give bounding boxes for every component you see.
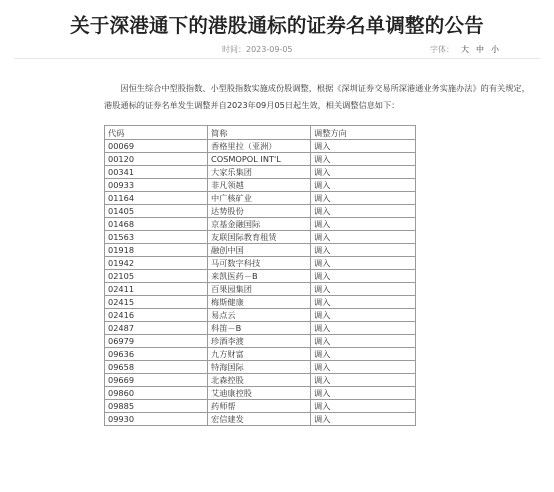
cell-direction: 调入 <box>311 270 416 283</box>
table-row <box>105 348 416 361</box>
cell-code: 09669 <box>105 374 208 387</box>
cell-direction: 调入 <box>311 218 416 231</box>
time-value: 2023-09-05 <box>246 45 293 54</box>
table-row <box>105 231 416 244</box>
font-medium-button[interactable]: 中 <box>476 45 484 54</box>
cell-code: 06979 <box>105 335 208 348</box>
cell-name: 大家乐集团 <box>208 166 311 179</box>
cell-code: 02416 <box>105 309 208 322</box>
cell-code: 02411 <box>105 283 208 296</box>
cell-code: 01468 <box>105 218 208 231</box>
cell-code: 01164 <box>105 192 208 205</box>
header-name: 简称 <box>208 126 311 140</box>
cell-code: 02105 <box>105 270 208 283</box>
header-code: 代码 <box>105 126 208 140</box>
cell-name: 马可数字科技 <box>208 257 311 270</box>
cell-name: 宏信建发 <box>208 413 311 426</box>
header-divider <box>14 58 540 59</box>
cell-name: 梅斯健康 <box>208 296 311 309</box>
table-row <box>105 218 416 231</box>
table-row <box>105 140 416 153</box>
header-direction: 调整方向 <box>311 126 416 140</box>
table-row <box>105 335 416 348</box>
cell-code: 00933 <box>105 179 208 192</box>
cell-code: 00069 <box>105 140 208 153</box>
table-row <box>105 400 416 413</box>
cell-direction: 调入 <box>311 140 416 153</box>
cell-name: 友联国际教育租赁 <box>208 231 311 244</box>
cell-direction: 调入 <box>311 231 416 244</box>
cell-name: 科笛－B <box>208 322 311 335</box>
cell-code: 00341 <box>105 166 208 179</box>
cell-direction: 调入 <box>311 244 416 257</box>
cell-name: 非凡领越 <box>208 179 311 192</box>
cell-name: COSMOPOL INT'L <box>208 153 311 166</box>
font-label: 字体： <box>430 45 454 54</box>
table-row <box>105 192 416 205</box>
cell-name: 特海国际 <box>208 361 311 374</box>
table-row <box>105 361 416 374</box>
cell-name: 达势股份 <box>208 205 311 218</box>
font-size-switcher <box>430 44 499 55</box>
cell-name: 药师帮 <box>208 400 311 413</box>
cell-direction: 调入 <box>311 309 416 322</box>
table-row <box>105 296 416 309</box>
table-row <box>105 166 416 179</box>
cell-direction: 调入 <box>311 322 416 335</box>
table-row <box>105 309 416 322</box>
table-header-row <box>105 126 416 140</box>
cell-code: 09885 <box>105 400 208 413</box>
cell-code: 01942 <box>105 257 208 270</box>
cell-direction: 调入 <box>311 205 416 218</box>
table-row <box>105 374 416 387</box>
cell-name: 香格里拉（亚洲） <box>208 140 311 153</box>
cell-direction: 调入 <box>311 361 416 374</box>
cell-direction: 调入 <box>311 257 416 270</box>
table-row <box>105 283 416 296</box>
cell-direction: 调入 <box>311 179 416 192</box>
cell-direction: 调入 <box>311 283 416 296</box>
cell-code: 02415 <box>105 296 208 309</box>
cell-direction: 调入 <box>311 335 416 348</box>
table-row <box>105 387 416 400</box>
cell-code: 02487 <box>105 322 208 335</box>
cell-code: 09636 <box>105 348 208 361</box>
intro-paragraph: 因恒生综合中型股指数、小型股指数实施成份股调整，根据《深圳证券交易所深港通业务实施办法》的有关规定，港股通标的证券名单发生调整并自2023年09月05日起生效，相关调整信息如下： <box>104 83 530 110</box>
cell-direction: 调入 <box>311 192 416 205</box>
cell-code: 09860 <box>105 387 208 400</box>
cell-direction: 调入 <box>311 413 416 426</box>
table-row <box>105 413 416 426</box>
table-row <box>105 179 416 192</box>
cell-name: 易点云 <box>208 309 311 322</box>
cell-direction: 调入 <box>311 387 416 400</box>
cell-name: 融创中国 <box>208 244 311 257</box>
table-row <box>105 153 416 166</box>
table-row <box>105 270 416 283</box>
cell-name: 京基金融国际 <box>208 218 311 231</box>
table-row <box>105 257 416 270</box>
cell-name: 百果园集团 <box>208 283 311 296</box>
cell-direction: 调入 <box>311 166 416 179</box>
cell-direction: 调入 <box>311 374 416 387</box>
cell-name: 北森控股 <box>208 374 311 387</box>
cell-direction: 调入 <box>311 296 416 309</box>
table-row <box>105 322 416 335</box>
cell-direction: 调入 <box>311 400 416 413</box>
cell-name: 来凯医药－B <box>208 270 311 283</box>
cell-direction: 调入 <box>311 348 416 361</box>
cell-name: 珍酒李渡 <box>208 335 311 348</box>
font-large-button[interactable]: 大 <box>461 45 469 54</box>
cell-code: 01405 <box>105 205 208 218</box>
cell-code: 01918 <box>105 244 208 257</box>
cell-code: 09658 <box>105 361 208 374</box>
adjustment-table <box>104 125 416 426</box>
cell-direction: 调入 <box>311 153 416 166</box>
publish-time <box>222 44 293 55</box>
cell-name: 九方财富 <box>208 348 311 361</box>
table-row <box>105 244 416 257</box>
table-row <box>105 205 416 218</box>
time-label: 时间： <box>222 45 246 54</box>
font-small-button[interactable]: 小 <box>491 45 499 54</box>
cell-name: 中广核矿业 <box>208 192 311 205</box>
cell-code: 00120 <box>105 153 208 166</box>
cell-code: 09930 <box>105 413 208 426</box>
page-title: 关于深港通下的港股通标的证券名单调整的公告 <box>70 14 484 37</box>
cell-name: 艾迪康控股 <box>208 387 311 400</box>
cell-code: 01563 <box>105 231 208 244</box>
